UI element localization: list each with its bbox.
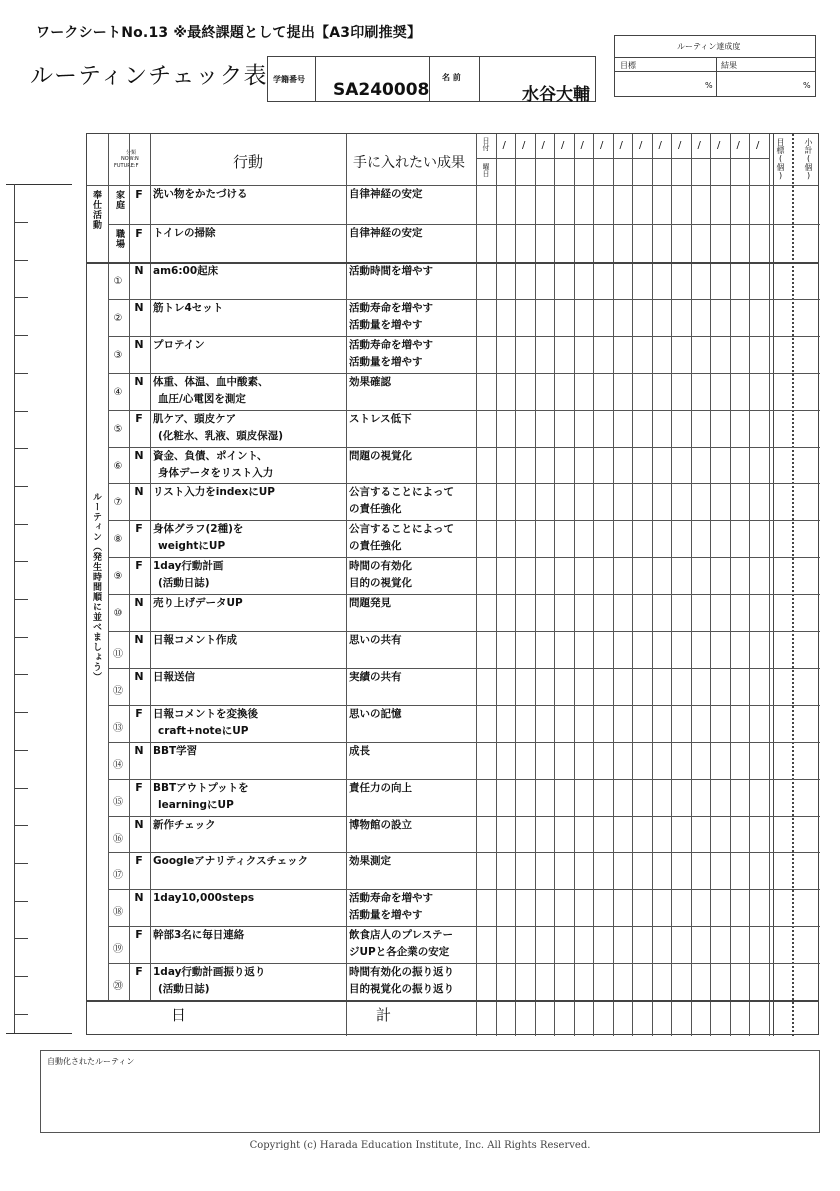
action-text[interactable]: 筋トレ4セット xyxy=(153,301,224,314)
service-category: 家庭 xyxy=(114,190,124,210)
type-marker: N xyxy=(134,743,144,757)
date-column-line xyxy=(749,134,750,1036)
date-slash[interactable]: / xyxy=(522,140,526,151)
date-slash[interactable]: / xyxy=(736,140,740,151)
result-text-line2[interactable]: 活動量を増やす xyxy=(349,318,423,331)
action-text[interactable]: リスト入力をindexにUP xyxy=(153,486,275,499)
ruler-tick xyxy=(14,335,28,336)
routine-number: ② xyxy=(113,312,123,324)
type-marker: F xyxy=(135,188,143,201)
type-marker: N xyxy=(134,300,144,314)
type-marker: N xyxy=(134,633,144,646)
type-marker: F xyxy=(135,559,143,573)
result-text[interactable]: 実績の共有 xyxy=(349,670,402,683)
action-text[interactable]: 身体グラフ(2種)を xyxy=(153,523,244,536)
result-text[interactable]: 思いの記憶 xyxy=(349,707,402,720)
date-slash[interactable]: / xyxy=(639,140,643,151)
action-text[interactable]: BBT学習 xyxy=(153,744,198,757)
name-label: 名 前 xyxy=(442,73,461,82)
action-text[interactable]: 1day行動計画振り返り xyxy=(153,966,266,979)
routine-number: ① xyxy=(113,276,123,287)
action-text-line2[interactable]: 身体データをリスト入力 xyxy=(158,466,274,479)
target-label: 目標 xyxy=(620,61,636,70)
subtotal-header: 小計(個) xyxy=(804,138,813,180)
routine-number: ⑯ xyxy=(113,833,123,845)
result-text[interactable]: 問題発見 xyxy=(349,597,391,610)
student-id-value: SA240008 xyxy=(333,80,430,100)
type-marker: F xyxy=(135,928,143,942)
result-percent[interactable]: % xyxy=(803,81,811,90)
ruler-tick xyxy=(14,411,28,412)
ruler-tick xyxy=(14,222,28,223)
action-text-line2[interactable]: (化粧水、乳液、頭皮保湿) xyxy=(158,429,284,442)
routine-number: ⑧ xyxy=(113,534,123,546)
footer-total: 計 xyxy=(376,1006,392,1024)
routine-number: ⑬ xyxy=(113,722,123,734)
routine-number: ⑮ xyxy=(113,796,123,808)
routine-number: ⑩ xyxy=(113,608,123,620)
student-id-label: 学籍番号 xyxy=(273,75,305,84)
result-text-line2[interactable]: 目的の視覚化 xyxy=(349,577,412,590)
result-text[interactable]: 責任力の向上 xyxy=(349,781,412,794)
routine-number: ⑪ xyxy=(113,649,123,660)
ruler-tick xyxy=(14,863,28,864)
routine-number: ⑥ xyxy=(113,460,123,472)
ruler-tick xyxy=(14,976,28,977)
target-column-line xyxy=(773,134,774,1036)
type-marker: N xyxy=(134,374,144,388)
type-marker: N xyxy=(134,891,144,905)
routine-number: ⑰ xyxy=(113,870,123,882)
type-marker: N xyxy=(134,596,144,610)
student-info-box xyxy=(267,56,596,105)
routine-number: ③ xyxy=(113,349,123,361)
date-weekday-divider xyxy=(488,158,769,159)
date-column-line xyxy=(710,134,711,1036)
copyright: Copyright (c) Harada Education Institute, Inc. All Rights Reserved. xyxy=(249,1140,591,1151)
date-slash[interactable]: / xyxy=(619,140,623,151)
date-column-line xyxy=(652,134,653,1036)
result-label: 結果 xyxy=(721,61,737,70)
action-text[interactable]: BBTアウトプットを xyxy=(153,781,249,794)
date-column-line xyxy=(769,134,770,1036)
action-text-line2[interactable]: 血圧/心電図を測定 xyxy=(158,392,246,405)
action-text[interactable]: 1day10,000steps xyxy=(153,892,255,905)
result-text-line2[interactable]: の責任強化 xyxy=(349,540,402,553)
result-text[interactable]: 問題の視覚化 xyxy=(349,449,412,462)
type-marker: F xyxy=(135,965,143,979)
ruler-tick xyxy=(14,712,28,713)
action-text-line2[interactable]: weightにUP xyxy=(158,540,226,553)
action-text[interactable]: トイレの掃除 xyxy=(153,227,216,239)
ruler-tick xyxy=(14,297,28,298)
row-line xyxy=(108,336,820,337)
routine-number: ⑫ xyxy=(113,685,123,697)
action-text[interactable]: Googleアナリティクスチェック xyxy=(153,855,309,868)
subtotal-column-line xyxy=(792,134,794,1036)
type-marker: N xyxy=(134,337,144,351)
routine-number: ⑭ xyxy=(113,759,123,771)
result-text[interactable]: 公言することによって xyxy=(349,486,454,499)
sheet-title: ルーティンチェック表 xyxy=(30,63,268,89)
date-slash[interactable]: / xyxy=(717,140,721,151)
result-text[interactable]: 自律神経の安定 xyxy=(349,188,423,200)
action-text[interactable]: 日報コメント作成 xyxy=(153,634,237,646)
type-label-1: 分類 xyxy=(126,150,137,156)
result-text[interactable]: 飲食店人のプレステー xyxy=(349,929,454,942)
action-header: 行動 xyxy=(233,153,264,171)
result-text[interactable]: 思いの共有 xyxy=(349,634,402,646)
type-marker: N xyxy=(134,448,144,462)
type-marker: F xyxy=(135,411,143,425)
type-marker: N xyxy=(134,264,144,277)
result-text[interactable]: 活動寿命を増やす xyxy=(349,338,433,351)
action-text[interactable]: am6:00起床 xyxy=(153,265,219,277)
name-label-cell xyxy=(430,57,480,101)
date-slash[interactable]: / xyxy=(658,140,662,151)
target-count-header: 目標(個) xyxy=(776,138,785,180)
column-line xyxy=(476,134,477,1036)
result-text[interactable]: 活動寿命を増やす xyxy=(349,892,433,905)
result-header: 手に入れたい成果 xyxy=(353,155,465,171)
type-marker: F xyxy=(135,706,143,720)
routine-number: ④ xyxy=(113,386,123,398)
result-text[interactable]: 効果確認 xyxy=(349,375,391,388)
action-text[interactable]: 肌ケア、頭皮ケア xyxy=(153,412,237,425)
routine-number: ⑦ xyxy=(113,497,123,509)
date-column-line xyxy=(691,134,692,1036)
type-marker: N xyxy=(134,485,144,499)
result-text[interactable]: 博物館の設立 xyxy=(349,818,412,831)
type-marker: F xyxy=(135,522,143,536)
row-line xyxy=(108,668,820,669)
rate-title: ルーティン達成度 xyxy=(677,42,741,51)
worksheet-title: ワークシートNo.13 ※最終課題として提出【A3印刷推奨】 xyxy=(36,25,422,41)
action-text-line2[interactable]: (活動日誌) xyxy=(158,983,210,996)
student-id-label-cell xyxy=(268,57,316,101)
action-text[interactable]: 日報コメントを変換後 xyxy=(153,707,258,720)
result-text-line2[interactable]: 活動量を増やす xyxy=(349,355,423,368)
action-text[interactable]: 資金、負債、ポイント、 xyxy=(153,449,268,462)
ruler-tick xyxy=(14,486,28,487)
name-value: 水谷大輔 xyxy=(522,85,590,105)
weekday-label: 曜日 xyxy=(482,163,490,177)
ruler-tick xyxy=(14,674,28,675)
date-column-line xyxy=(671,134,672,1036)
date-column-line xyxy=(593,134,594,1036)
ruler-tick xyxy=(14,373,28,374)
date-column-line xyxy=(535,134,536,1036)
ruler-tick xyxy=(14,825,28,826)
date-slash[interactable]: / xyxy=(580,140,584,151)
achievement-rate-box xyxy=(614,35,816,97)
routine-group-label: ルーティン（発生時間順に並べましょう） xyxy=(91,492,101,682)
action-text[interactable]: 1day行動計画 xyxy=(153,560,224,573)
name-cell[interactable] xyxy=(480,57,595,105)
date-column-line xyxy=(730,134,731,1036)
date-column-line xyxy=(574,134,575,1036)
automated-routine-box[interactable] xyxy=(40,1050,820,1133)
ruler-tick xyxy=(14,901,28,902)
date-column-line xyxy=(515,134,516,1036)
result-text[interactable]: 時間の有効化 xyxy=(349,560,412,573)
ruler-tick xyxy=(14,448,28,449)
routine-number: ⑤ xyxy=(113,423,123,435)
service-category: 職場 xyxy=(114,229,124,249)
date-column-line xyxy=(554,134,555,1036)
type-marker: N xyxy=(134,669,144,683)
result-text[interactable]: ストレス低下 xyxy=(349,412,412,425)
ruler-tick xyxy=(14,1014,28,1015)
footer-divider xyxy=(87,1000,818,1002)
result-text[interactable]: 効果測定 xyxy=(349,855,391,868)
type-marker: N xyxy=(134,817,144,831)
date-label: 日付 xyxy=(482,137,490,151)
routine-check-table xyxy=(86,133,819,1035)
result-text-line2[interactable]: の責任強化 xyxy=(349,503,402,516)
result-text-line2[interactable]: ジUPと各企業の安定 xyxy=(349,946,450,959)
routine-number: ⑳ xyxy=(113,981,123,993)
ruler-tick xyxy=(14,260,28,261)
ruler-tick xyxy=(14,637,28,638)
action-text-line2[interactable]: (活動日誌) xyxy=(158,577,210,590)
action-text[interactable]: 洗い物をかたづける xyxy=(153,188,248,200)
action-text-line2[interactable]: learningにUP xyxy=(158,798,234,811)
date-weekday-divider xyxy=(476,158,488,159)
date-slash[interactable]: / xyxy=(541,140,545,151)
action-text[interactable]: 日報送信 xyxy=(153,670,195,683)
date-slash[interactable]: / xyxy=(756,140,760,151)
action-text[interactable]: 売り上げデータUP xyxy=(153,597,243,610)
date-slash[interactable]: / xyxy=(502,140,506,151)
action-text-line2[interactable]: craft+noteにUP xyxy=(158,724,249,737)
ruler-tick xyxy=(14,938,28,939)
type-marker: F xyxy=(135,780,143,794)
result-text[interactable]: 公言することによって xyxy=(349,523,454,536)
type-label-3: FUTURE:F xyxy=(114,163,139,169)
result-text-line2[interactable]: 目的視覚化の振り返り xyxy=(349,983,454,996)
ruler-tick xyxy=(14,524,28,525)
footer-day: 日 xyxy=(171,1006,187,1024)
action-text[interactable]: プロテイン xyxy=(153,338,205,351)
date-column-line xyxy=(632,134,633,1036)
result-text[interactable]: 自律神経の安定 xyxy=(349,227,423,239)
routine-number: ⑲ xyxy=(113,944,123,956)
result-text[interactable]: 成長 xyxy=(349,744,370,757)
action-text[interactable]: 幹部3名に毎日連絡 xyxy=(153,929,245,942)
action-text[interactable]: 新作チェック xyxy=(153,818,216,831)
action-text[interactable]: 体重、体温、血中酸素、 xyxy=(153,375,269,388)
date-slash[interactable]: / xyxy=(600,140,604,151)
routine-number: ⑨ xyxy=(113,571,123,583)
date-slash[interactable]: / xyxy=(561,140,565,151)
ruler-tick xyxy=(14,599,28,600)
type-marker: F xyxy=(135,227,143,240)
result-text[interactable]: 活動寿命を増やす xyxy=(349,301,433,314)
ruler-tick xyxy=(14,750,28,751)
row-line xyxy=(108,742,820,743)
routine-number: ⑱ xyxy=(113,907,123,919)
date-slash[interactable]: / xyxy=(697,140,701,151)
automated-label: 自動化されたルーティン xyxy=(47,1057,135,1066)
type-marker: F xyxy=(135,854,143,868)
type-label-2: NOW:N xyxy=(121,156,139,162)
ruler-tick xyxy=(14,561,28,562)
target-percent[interactable]: % xyxy=(705,81,713,90)
column-line xyxy=(346,134,347,1036)
result-text[interactable]: 活動時間を増やす xyxy=(349,265,433,277)
service-group-label: 奉仕活動 xyxy=(91,190,101,230)
result-text-line2[interactable]: 活動量を増やす xyxy=(349,909,423,922)
date-column-line xyxy=(613,134,614,1036)
result-text[interactable]: 時間有効化の振り返り xyxy=(349,966,454,979)
date-column-line xyxy=(496,134,497,1036)
student-id-cell[interactable] xyxy=(316,57,430,101)
ruler-tick xyxy=(14,788,28,789)
date-slash[interactable]: / xyxy=(678,140,682,151)
